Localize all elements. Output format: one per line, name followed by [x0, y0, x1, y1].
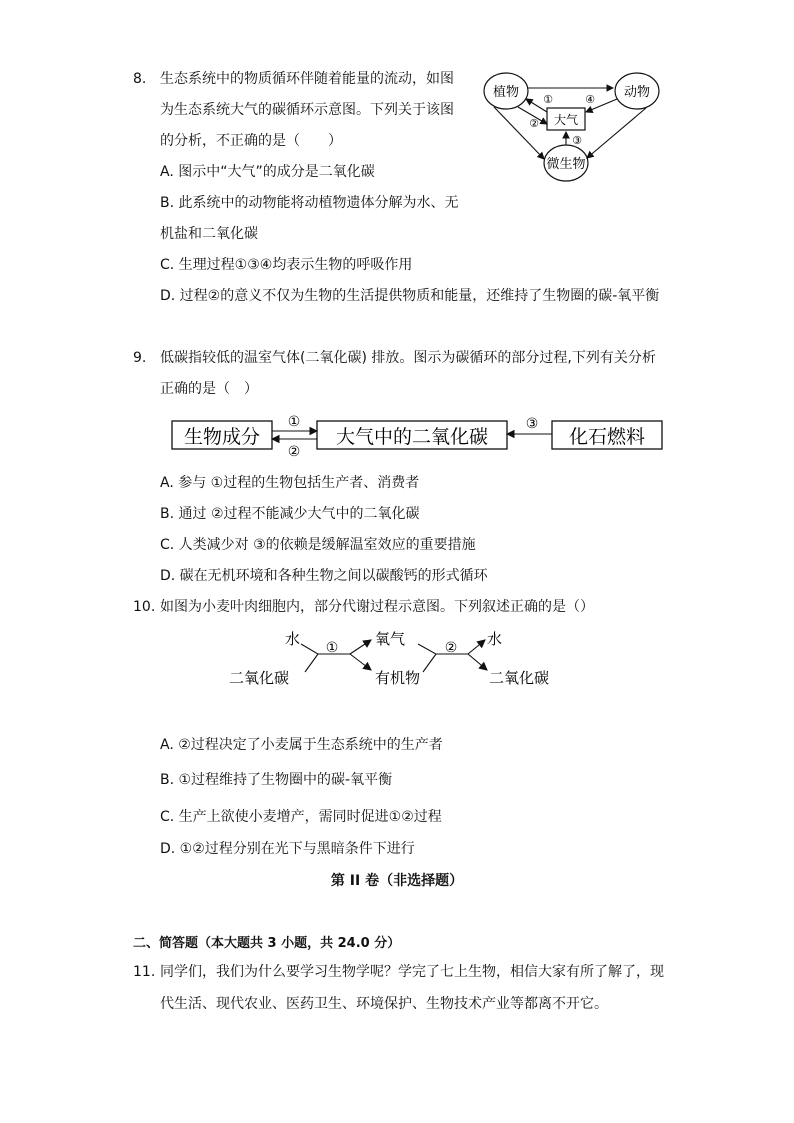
q10-number: 10. [133, 599, 156, 615]
q9-stem-line-2: 正确的是（ ） [160, 381, 258, 397]
q10-option-b: B. ①过程维持了生物圈中的碳-氧平衡 [160, 772, 393, 788]
q10-option-a: A. ②过程决定了小麦属于生态系统中的生产者 [160, 737, 443, 753]
q9-box3-label: 化石燃料 [568, 426, 646, 448]
q8-option-b: B. 此系统中的动物能将动植物遗体分解为水、无 [160, 195, 459, 211]
q8-option-b-cont: 机盐和二氧化碳 [160, 226, 258, 242]
q8-arrow-animal-microbe [587, 108, 646, 158]
q11-line-2: 代生活、现代农业、医药卫生、环境保护、生物技术产业等都离不开它。 [160, 996, 608, 1012]
q8-arrow-plant-microbe [494, 107, 544, 159]
q10-organic: 有机物 [375, 669, 421, 687]
q10-water-in: 水 [285, 630, 301, 648]
q9-carbon-cycle-diagram [168, 412, 668, 460]
q9-number: 9. [133, 350, 147, 366]
q8-label-4: ④ [585, 93, 595, 106]
q9-option-a: A. 参与 ①过程的生物包括生产者、消费者 [160, 475, 420, 491]
q11-number: 11. [133, 964, 156, 980]
q8-stem-line-3: 的分析，不正确的是（ ） [160, 133, 342, 149]
q9-box2-label: 大气中的二氧化碳 [335, 426, 489, 448]
q10-co2-in: 二氧化碳 [229, 669, 290, 687]
q9-option-b: B. 通过 ②过程不能减少大气中的二氧化碳 [160, 506, 420, 522]
q8-microbe-label: 微生物 [546, 157, 586, 172]
q10-label-2: ② [444, 640, 458, 656]
q8-label-1: ① [543, 93, 553, 106]
q8-plant-label: 植物 [492, 85, 520, 100]
part2-title: 第 II 卷（非选择题） [330, 873, 464, 889]
q10-arrow-water [468, 640, 485, 654]
q9-label-3: ③ [525, 416, 539, 432]
q8-stem-line-2: 为生态系统大气的碳循环示意图。下列关于该图 [160, 102, 454, 118]
q8-stem-line-1: 生态系统中的物质循环伴随着能量的流动，如图 [160, 71, 454, 87]
q9-label-1: ① [287, 414, 301, 430]
q9-option-d: D. 碳在无机环境和各种生物之间以碳酸钙的形式循环 [160, 568, 488, 584]
q10-label-1: ① [325, 640, 339, 656]
q10-oxygen: 氧气 [375, 630, 406, 648]
q10-option-c: C. 生产上欲使小麦增产，需同时促进①②过程 [160, 809, 442, 825]
q9-label-2: ② [287, 444, 301, 460]
q10-arrow-organic [350, 654, 371, 670]
q8-option-c: C. 生理过程①③④均表示生物的呼吸作用 [160, 257, 413, 273]
q8-air-label: 大气 [553, 113, 579, 127]
q11-line-1: 同学们，我们为什么要学习生物学呢？学完了七上生物，相信大家有所了解了，现 [160, 964, 664, 980]
q10-stem: 如图为小麦叶肉细胞内，部分代谢过程示意图。下列叙述正确的是（） [160, 599, 594, 615]
q10-water-out: 水 [487, 630, 503, 648]
q8-animal-label: 动物 [623, 85, 651, 100]
q10-metabolism-diagram [225, 626, 565, 692]
q10-arrow-co2 [468, 654, 487, 670]
q8-number: 8. [133, 71, 147, 87]
q10-merge-right [418, 644, 436, 672]
q8-option-d: D. 过程②的意义不仅为生物的生活提供物质和能量，还维持了生物圈的碳-氧平衡 [160, 288, 660, 304]
q9-option-c: C. 人类减少对 ③的依赖是缓解温室效应的重要措施 [160, 537, 476, 553]
q8-carbon-cycle-diagram [480, 66, 670, 186]
q10-option-d: D. ①②过程分别在光下与黑暗条件下进行 [160, 841, 415, 857]
q10-merge-left [301, 644, 318, 672]
q9-box1-label: 生物成分 [183, 426, 261, 448]
q8-label-2: ② [529, 117, 539, 130]
section2-title: 二、简答题（本大题共 3 小题，共 24.0 分） [133, 936, 401, 951]
q8-label-3: ③ [572, 134, 582, 147]
q9-stem-line-1: 低碳指较低的温室气体(二氧化碳) 排放。图示为碳循环的部分过程,下列有关分析 [160, 350, 656, 366]
q8-option-a: A. 图示中“大气”的成分是二氧化碳 [160, 164, 375, 180]
q10-co2-out: 二氧化碳 [489, 669, 550, 687]
q10-arrow-oxygen [350, 640, 371, 654]
